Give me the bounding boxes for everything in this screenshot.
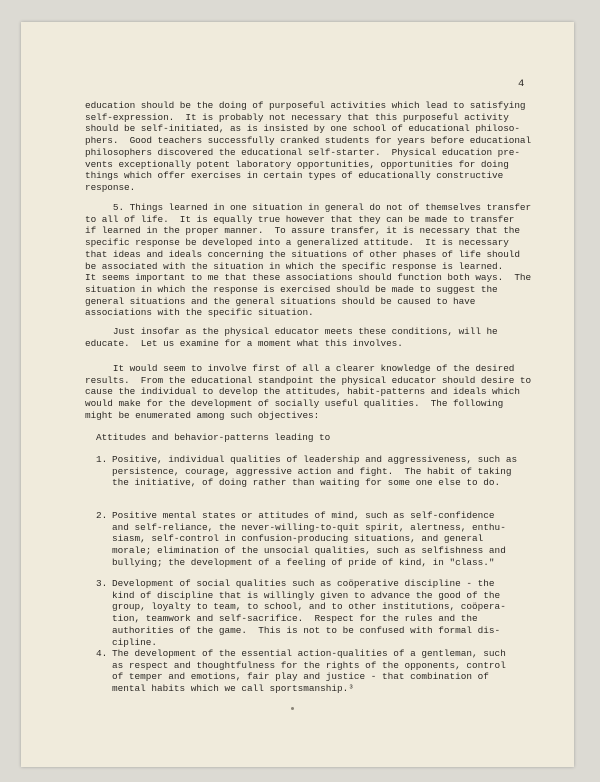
list-item [96, 578, 506, 648]
list-item [96, 648, 506, 695]
paper-mark-dot [291, 707, 294, 710]
list-item-text: Positive, individual qualities of leadership and aggressiveness, such as persistence, courage, aggressive action and fight. The habit of taking the initiative, of doing rather than waiting for some one else to do. [112, 454, 518, 489]
paragraph-continuation: education should be the doing of purposeful activities which lead to satisfying self-expression. It is probably not necessary that this purposeful activity should be self-initiated, as is insisted by one school of educational philoso- phers. Good teachers successfully cranked students for years before educational philosophers discovered the educational self-starter. Physical education pre- vents exceptionally potent laboratory opportunities, opportunities for doing things which offer exercises in certain types of educationally constructive response. [85, 100, 532, 193]
paragraph-transfer: 5. Things learned in one situation in general do not of themselves transfer to all of life. It is equally true however that they can be made to transfer if learned in the proper manner. To assure transfer, it is necessary that the specific response be developed into a generalized attitude. It is necessary that ideas and ideals concerning the situations of other phases of life should be associated with the situation in which the specific response is learned. It seems important to me that these associations should function both ways. The situation in which the response is exercised should be made to suggest the general situations and the general situations should be caused to have associations with the specific situation. [85, 202, 532, 319]
list-item-text: Positive mental states or attitudes of mind, such as self-confidence and self-reliance, the never-willing-to-quit spirit, alertness, enthu- siasm, self-control in confusion-producing situations, and general morale; elimination of the unsocial qualities, such as selfishness and bullying; the development of a feeling of pride of kind, in "class." [112, 510, 506, 568]
list-item-number: 3. [96, 578, 108, 589]
paragraph-objectives: It would seem to involve first of all a clearer knowledge of the desired results. From the educational standpoint the physical educator should desire to cause the individual to develop the attitudes, habit-patterns and ideals which would make for the development of socially useful qualities. The following might be enumerated among such objectives: [85, 363, 532, 421]
page-number: 4 [518, 78, 525, 90]
list-intro: Attitudes and behavior-patterns leading to [96, 432, 331, 443]
list-item-text: The development of the essential action-qualities of a gentleman, such as respect and thoughtfulness for the rights of the opponents, control of temper and emotions, fair play and justice - that combination of mental habits which we call sportsmanship.³ [112, 648, 506, 695]
paragraph-educator-conditions: Just insofar as the physical educator meets these conditions, will he educate. Let us examine for a moment what this involves. [85, 326, 498, 349]
list-item-number: 4. [96, 648, 108, 659]
document-page [21, 22, 574, 767]
list-item-number: 2. [96, 510, 108, 521]
list-item-number: 1. [96, 454, 108, 465]
list-item [96, 454, 518, 501]
list-item [96, 510, 506, 568]
list-item-text: Development of social qualities such as coöperative discipline - the kind of discipline that is willingly given to advance the good of the group, loyalty to team, to school, and to other institutions, coöpera- tion, teamwork and self-sacrifice. Respect for the rules and the authorities of the game. This is not to be confused with formal dis- cipline. [112, 578, 506, 648]
